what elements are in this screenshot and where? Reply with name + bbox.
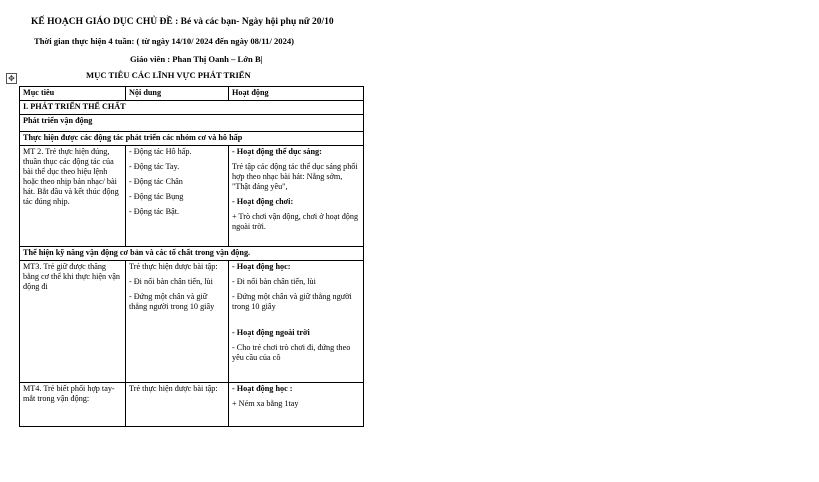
content-item: - Động tác Tay. <box>129 162 180 171</box>
move-anchor-icon[interactable]: ✥ <box>6 73 17 84</box>
goal-cell <box>20 383 126 427</box>
goal-text: MT4. Trẻ biết phối hợp tay- mắt trong vận động: <box>23 384 115 403</box>
table-row <box>20 247 364 261</box>
activity-heading: - Hoạt động học : <box>232 384 293 393</box>
table-row <box>20 132 364 146</box>
content-item: - Động tác Hô hấp. <box>129 147 192 156</box>
content-item: Trẻ thực hiện được bài tập: <box>129 384 218 393</box>
subsection-title: Phát triển vận động <box>20 115 364 132</box>
goal-text: MT3. Trẻ giữ được thăng bằng cơ thể khi thực hiện vận động đi <box>23 262 120 291</box>
activity-text: - Cho trẻ chơi trò chơi đi, đứng theo yêu cầu của cô <box>232 343 351 362</box>
document-title: KẾ HOẠCH GIÁO DỤC CHỦ ĐỀ : Bé và các bạn- Ngày hội phụ nữ 20/10 <box>31 17 334 27</box>
content-item: - Động tác Bật. <box>129 207 180 216</box>
table-row <box>20 115 364 132</box>
time-period: Thời gian thực hiện 4 tuần: ( từ ngày 14/10/ 2024 đến ngày 08/11/ 2024) <box>34 36 295 46</box>
activity-cell <box>229 261 364 383</box>
activity-text: Trẻ tập các động tác thể dục sáng phối hợp theo nhạc bài hát: Nắng sớm, "Thật đáng yêu", <box>232 162 358 191</box>
table-row <box>20 383 364 427</box>
table-row <box>20 101 364 115</box>
activity-heading: - Hoạt động chơi: <box>232 197 294 206</box>
table-row <box>20 261 364 383</box>
table-header-row <box>20 87 364 101</box>
column-header: Mục tiêu <box>20 87 126 101</box>
goal-cell <box>20 146 126 247</box>
section-title: I. PHÁT TRIỂN THỂ CHẤT <box>20 101 364 115</box>
content-item: - Đứng một chân và giữ thẳng người trong 10 giây <box>129 292 215 311</box>
goal-cell <box>20 261 126 383</box>
group-title: Thực hiện được các động tác phát triển các nhóm cơ và hô hấp <box>20 132 364 146</box>
goals-table <box>19 86 364 427</box>
content-item: Trẻ thực hiện được bài tập: <box>129 262 218 271</box>
table-row <box>20 146 364 247</box>
activity-text: - Đi nối bàn chân tiến, lùi <box>232 277 316 286</box>
activity-cell <box>229 383 364 427</box>
activity-heading: - Hoạt động học: <box>232 262 291 271</box>
activity-heading: - Hoạt động ngoài trời <box>232 328 310 337</box>
content-item: - Đi nối bàn chân tiến, lùi <box>129 277 213 286</box>
goal-text: MT 2. Trẻ thực hiện đúng, thuần thục các động tác của bài thể dục theo hiệu lệnh hoặc theo nhịp bản nhạc/ bài hát. Bắt đầu và kết thúc động tác đúng nhịp. <box>23 147 119 206</box>
activity-text: + Trò chơi vận động, chơi ở hoạt động ngoài trời. <box>232 212 359 231</box>
column-header: Nội dung <box>126 87 229 101</box>
activity-text: + Ném xa bằng 1tay <box>232 399 299 408</box>
content-item: - Động tác Bụng <box>129 192 184 201</box>
group-title: Thể hiện kỹ năng vận động cơ bản và các tố chất trong vận động. <box>20 247 364 261</box>
activity-cell <box>229 146 364 247</box>
content-cell <box>126 383 229 427</box>
content-cell <box>126 146 229 247</box>
activity-heading: - Hoạt động thể dục sáng: <box>232 147 322 156</box>
content-cell <box>126 261 229 383</box>
activity-text: - Đứng một chân và giữ thẳng người trong 10 giây <box>232 292 352 311</box>
teacher-name: Giáo viên : Phan Thị Oanh – Lớn B| <box>130 54 263 64</box>
column-header: Hoạt động <box>229 87 364 101</box>
content-item: - Động tác Chân <box>129 177 183 186</box>
section-heading: MỤC TIÊU CÁC LĨNH VỰC PHÁT TRIỂN <box>86 70 251 80</box>
